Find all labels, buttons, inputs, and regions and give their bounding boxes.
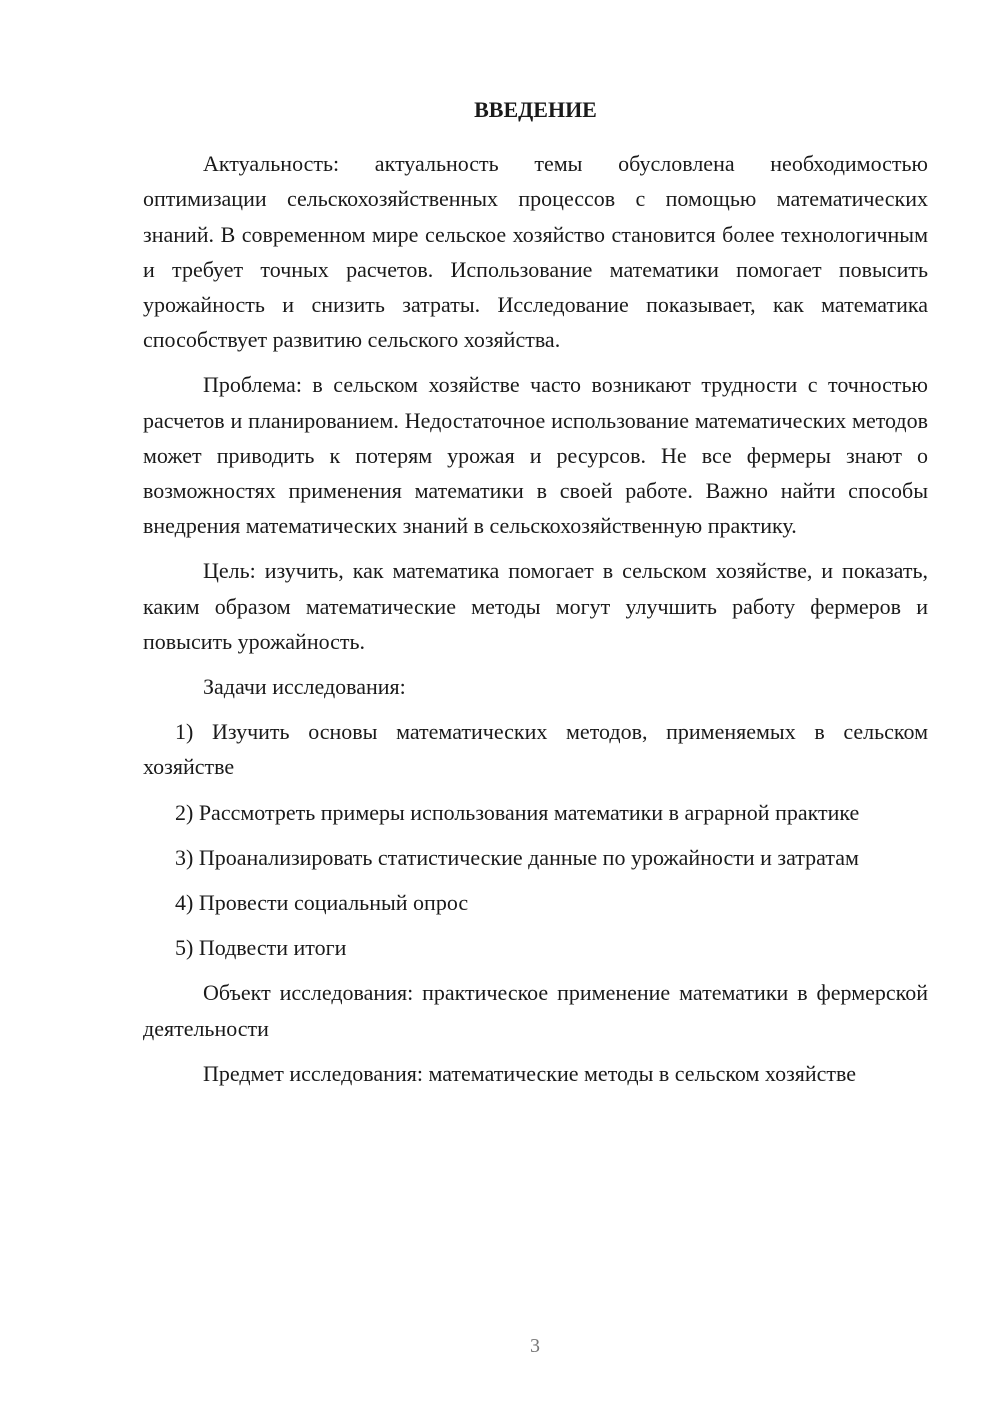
goal-paragraph: Цель: изучить, как математика помогает в сельском хозяйстве, и показать, каким образом математические методы могут улучшить работу фермеров и повысить урожайность. bbox=[143, 558, 928, 654]
subject-paragraph: Предмет исследования: математические методы в сельском хозяйстве bbox=[203, 1060, 857, 1086]
task-item-1: 1) Изучить основы математических методов, применяемых в сельском хозяйстве bbox=[143, 719, 928, 780]
task-item-5: 5) Подвести итоги bbox=[175, 935, 347, 961]
page-title: ВВЕДЕНИЕ bbox=[474, 97, 597, 122]
task-item-3: 3) Проанализировать статистические данные по урожайности и затратам bbox=[175, 844, 859, 870]
task-item-4: 4) Провести социальный опрос bbox=[175, 890, 469, 916]
problem-paragraph: Проблема: в сельском хозяйстве часто возникают трудности с точностью расчетов и планированием. Недостаточное использование математических методов может приводить к потерям урожая и ресурсов. Не все фермеры знают о возможностях применения математики в своей работе. Важно найти способы внедрения математических знаний в сельскохозяйственную практику. bbox=[143, 372, 928, 539]
relevance-paragraph: Актуальность: актуальность темы обусловлена необходимостью оптимизации сельскохозяйственных процессов с помощью математических знаний. В современном мире сельское хозяйство становится более технологичным и требует точных расчетов. Использование математики помогает повысить урожайность и снизить затраты. Исследование показывает, как математика способствует развитию сельского хозяйства. bbox=[143, 151, 928, 353]
tasks-intro: Задачи исследования: bbox=[203, 674, 406, 700]
tasks-list bbox=[143, 714, 928, 965]
task-item-2: 2) Рассмотреть примеры использования математики в аграрной практике bbox=[175, 799, 860, 825]
page-number: 3 bbox=[530, 1335, 540, 1357]
page-content bbox=[143, 92, 928, 1101]
object-paragraph: Объект исследования: практическое применение математики в фермерской деятельности bbox=[143, 980, 928, 1041]
